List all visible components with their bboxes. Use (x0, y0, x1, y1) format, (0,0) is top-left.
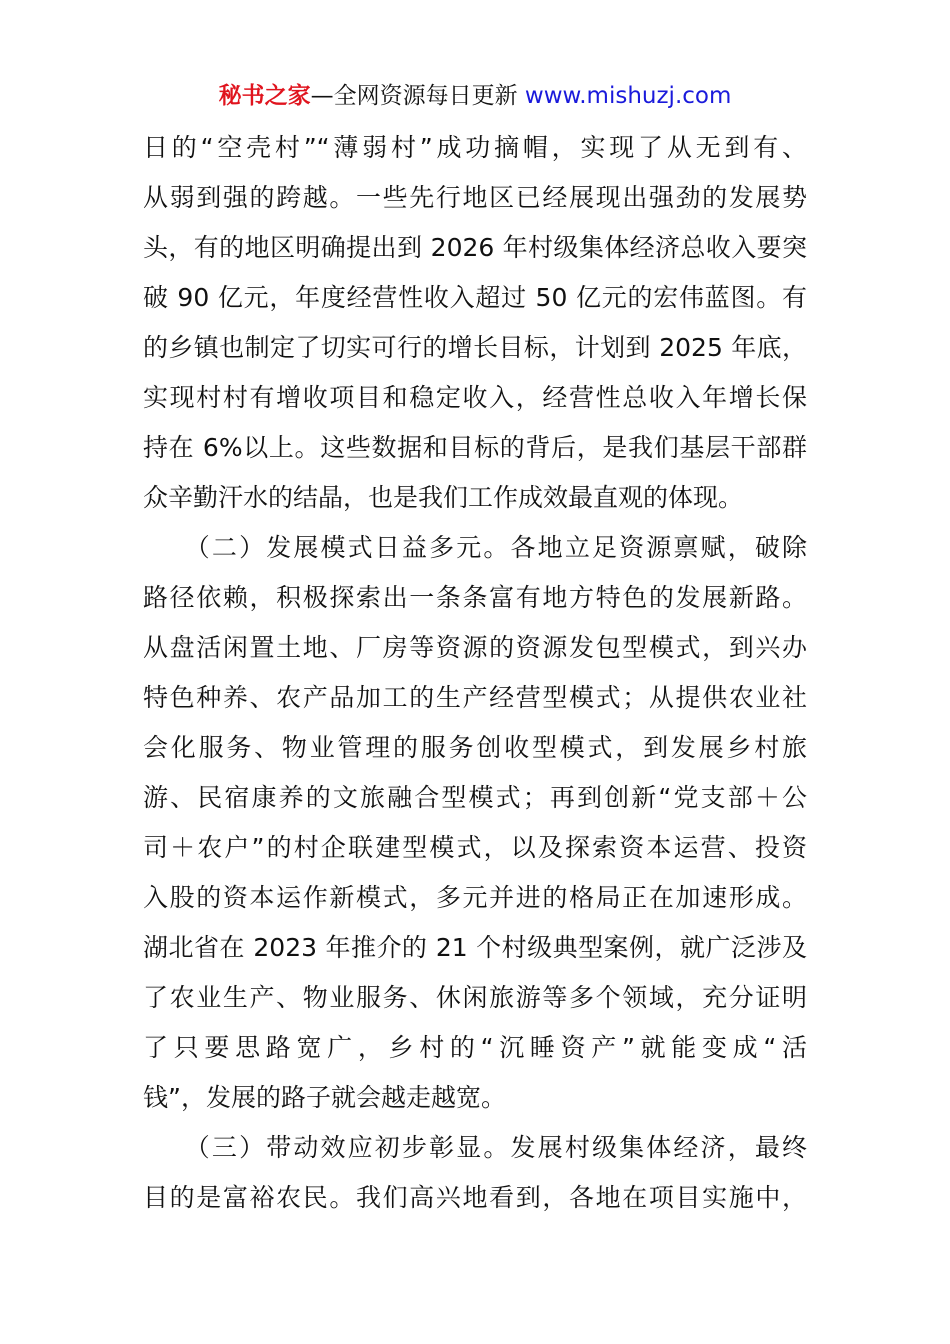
text-line: 日的“空壳村”“薄弱村”成功摘帽，实现了从无到有、 (143, 133, 807, 162)
text-line: 司＋农户”的村企联建型模式，以及探索资本运营、投资 (143, 833, 807, 862)
text-line: 持在 6%以上。这些数据和目标的背后，是我们基层干部群 (143, 433, 807, 462)
text-line: 会化服务、物业管理的服务创收型模式，到发展乡村旅 (143, 733, 807, 762)
document-body (143, 123, 807, 1223)
text-line: 游、民宿康养的文旅融合型模式；再到创新“党支部＋公 (143, 783, 807, 812)
text-line: （二）发展模式日益多元。各地立足资源禀赋，破除 (143, 533, 807, 562)
site-tagline: —全网资源每日更新 (310, 83, 525, 109)
text-line: 头，有的地区明确提出到 2026 年村级集体经济总收入要突 (143, 233, 807, 262)
text-line: 了农业生产、物业服务、休闲旅游等多个领域，充分证明 (143, 983, 807, 1012)
text-line: （三）带动效应初步彰显。发展村级集体经济，最终 (143, 1133, 807, 1162)
text-line: 众辛勤汗水的结晶，也是我们工作成效最直观的体现。 (143, 483, 744, 512)
site-brand: 秘书之家 (218, 83, 311, 109)
text-line: 目的是富裕农民。我们高兴地看到，各地在项目实施中， (143, 1183, 807, 1212)
text-line: 特色种养、农产品加工的生产经营型模式；从提供农业社 (143, 683, 807, 712)
text-line: 实现村村有增收项目和稳定收入，经营性总收入年增长保 (143, 383, 807, 412)
text-line: 从盘活闲置土地、厂房等资源的资源发包型模式，到兴办 (143, 633, 807, 662)
text-line: 入股的资本运作新模式，多元并进的格局正在加速形成。 (143, 883, 807, 912)
site-header (0, 80, 950, 112)
text-line: 钱”，发展的路子就会越走越宽。 (143, 1083, 506, 1112)
text-line: 破 90 亿元，年度经营性收入超过 50 亿元的宏伟蓝图。有 (143, 283, 807, 312)
text-line: 路径依赖，积极探索出一条条富有地方特色的发展新路。 (143, 583, 807, 612)
site-url-link[interactable]: www.mishuzj.com (524, 83, 732, 109)
text-line: 湖北省在 2023 年推介的 21 个村级典型案例，就广泛涉及 (143, 933, 807, 962)
text-line: 的乡镇也制定了切实可行的增长目标，计划到 2025 年底， (143, 333, 807, 362)
text-line: 从弱到强的跨越。一些先行地区已经展现出强劲的发展势 (143, 183, 807, 212)
text-line: 了只要思路宽广，乡村的“沉睡资产”就能变成“活 (143, 1033, 807, 1062)
